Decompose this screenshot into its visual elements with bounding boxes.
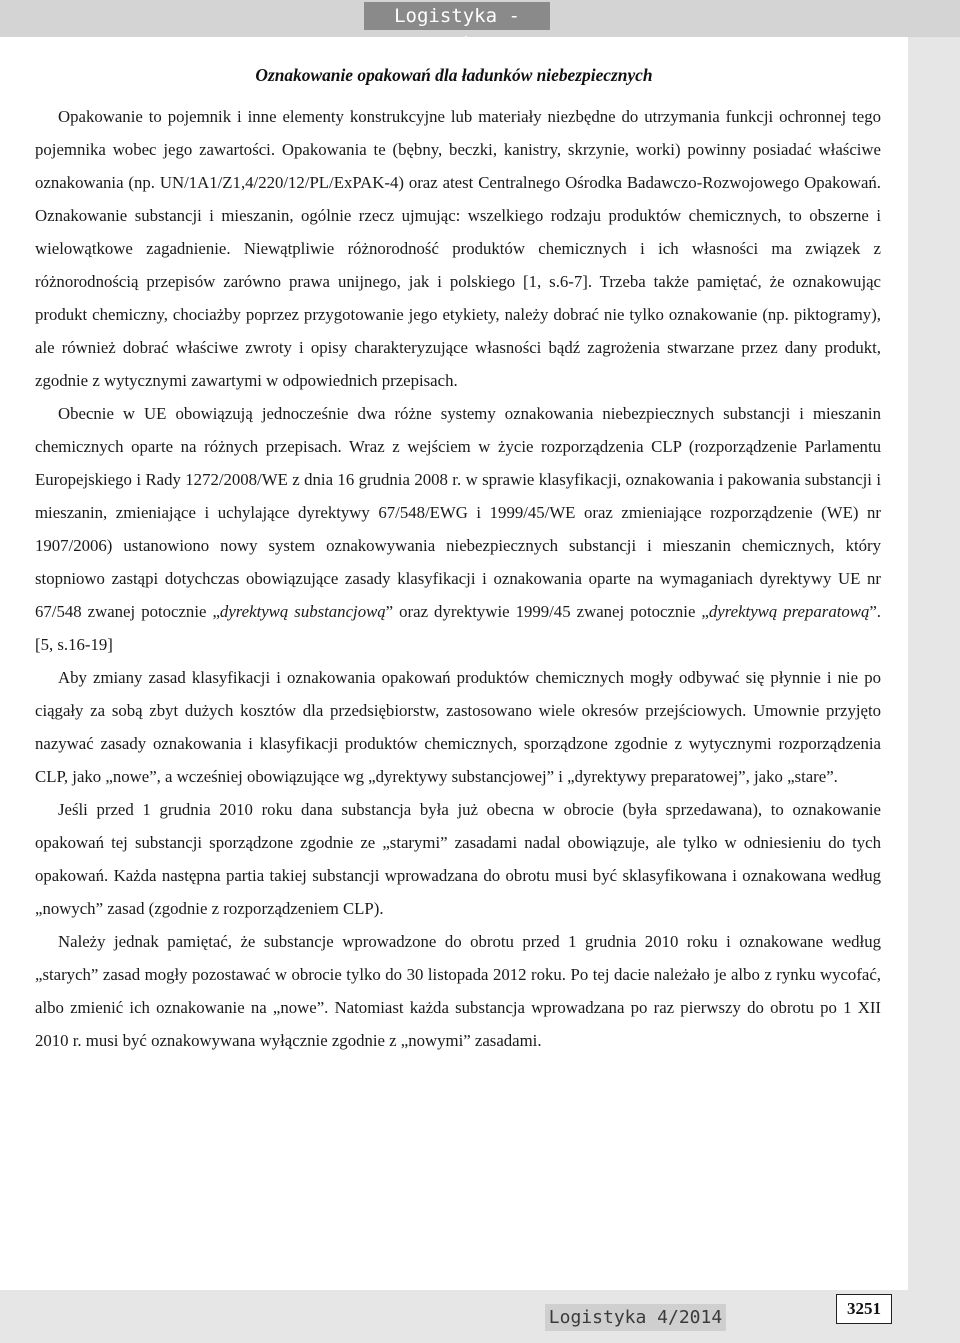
paragraph-text: Jeśli przed 1 grudnia 2010 roku dana substancja była już obecna w obrocie (była sprzedawana), to oznakowanie opakowań tej substancji sporządzone zgodnie ze „starymi” zasadami nadal obowiązuje, ale tylko w odniesieniu do tych opakowań. Każda następna partia takiej substancji wprowadzana do obrotu musi być sklasyfikowana i oznakowana według „nowych” zasad (zgodnie z rozporządzeniem CLP). [35, 800, 881, 918]
journal-section-title: Logistyka - [364, 2, 550, 30]
paragraph-text: Należy jednak pamiętać, że substancje wprowadzone do obrotu przed 1 grudnia 2010 roku i oznakowane według „starych” zasad mogły pozostawać w obrocie tylko do 30 listopada 2012 roku. Po tej dacie należało je albo z rynku wycofać, albo zmienić ich oznakowanie na „nowe”. Natomiast każda substancja wprowadzana po raz pierwszy do obrotu po 1 XII 2010 r. musi być oznakowywana wyłącznie zgodnie z „nowymi” zasadami. [35, 932, 881, 1050]
paragraph-text: Obecnie w UE obowiązują jednocześnie dwa różne systemy oznakowania niebezpiecznych substancji i mieszanin chemicznych oparte na różnych przepisach. Wraz z wejściem w życie rozporządzenia CLP (rozporządzenie Parlamentu Europejskiego i Rady 1272/2008/WE z dnia 16 grudnia 2008 r. w sprawie klasyfikacji, oznakowania i pakowania substancji i mieszanin, zmieniające i uchylające dyrektywy 67/548/EWG i 1999/45/WE oraz zmieniające rozporządzenie (WE) nr 1907/2006) ustanowiono nowy system oznakowywania niebezpiecznych substancji i mieszanin chemicznych, który stopniowo zastąpi dotychczas obowiązujące zasady klasyfikacji i oznakowania oparte na wymaganiach dyrektywy UE nr 67/548 zwanej potocznie „ [35, 404, 881, 621]
paragraph-text: Aby zmiany zasad klasyfikacji i oznakowania opakowań produktów chemicznych mogły odbywać się płynnie i nie po ciągały za sobą zbyt dużych kosztów dla przedsiębiorstw, zastosowano wiele okresów przejściowych. Umownie przyjęto nazywać zasady oznakowania i klasyfikacji produktów chemicznych, sporządzone zgodnie z wytycznymi rozporządzenia CLP, jako „nowe”, a wcześniej obowiązujące wg „dyrektywy substancjowej” i „dyrektywy preparatowej”, jako „stare”. [35, 668, 881, 786]
paragraph-text: ” oraz dyrektywie 1999/45 zwanej potocznie „ [385, 602, 709, 621]
article-title: Oznakowanie opakowań dla ładunków niebezpiecznych [255, 65, 653, 85]
page [0, 37, 908, 1290]
paragraph [35, 793, 881, 925]
italic-term: dyrektywą substancjową [219, 602, 386, 621]
page-number: 3251 [836, 1294, 892, 1324]
paragraph-text: Opakowanie to pojemnik i inne elementy konstrukcyjne lub materiały niezbędne do utrzymania funkcji ochronnej tego pojemnika wobec jego zawartości. Opakowania te (bębny, beczki, kanistry, skrzynie, worki) powinny posiadać właściwe oznakowania (np. UN/1A1/Z1,4/220/12/PL/ExPAK-4) oraz atest Centralnego Ośrodka Badawczo-Rozwojowego Opakowań. Oznakowanie substancji i mieszanin, ogólnie rzecz ujmując: wszelkiego rodzaju produktów chemicznych, to obszerne i wielowątkowe zagadnienie. Niewątpliwie różnorodność produktów chemicznych i ich własności ma związek z różnorodnością przepisów zarówno prawa unijnego, jak i polskiego [1, s.6-7]. Trzeba także pamiętać, że oznakowując produkt chemiczny, chociażby poprzez przygotowanie jego etykiety, należy dobrać nie tylko oznakowanie (np. piktogramy), ale również dobrać właściwe zwroty i opisy charakteryzujące własności bądź zagrożenia stwarzane przez dany produkt, zgodnie z wytycznymi zawartymi w odpowiednich przepisach. [35, 107, 881, 390]
paragraph [35, 100, 881, 397]
paragraph [35, 397, 881, 661]
paragraph-text: ”. [5, s.16-19] [35, 602, 882, 654]
header-band [0, 0, 960, 37]
italic-term: dyrektywą preparatową [708, 602, 870, 621]
paragraph [35, 661, 881, 793]
article-body [35, 100, 881, 1057]
journal-footer-logo: Logistyka 4/2014 [545, 1304, 726, 1331]
paragraph [35, 925, 881, 1057]
